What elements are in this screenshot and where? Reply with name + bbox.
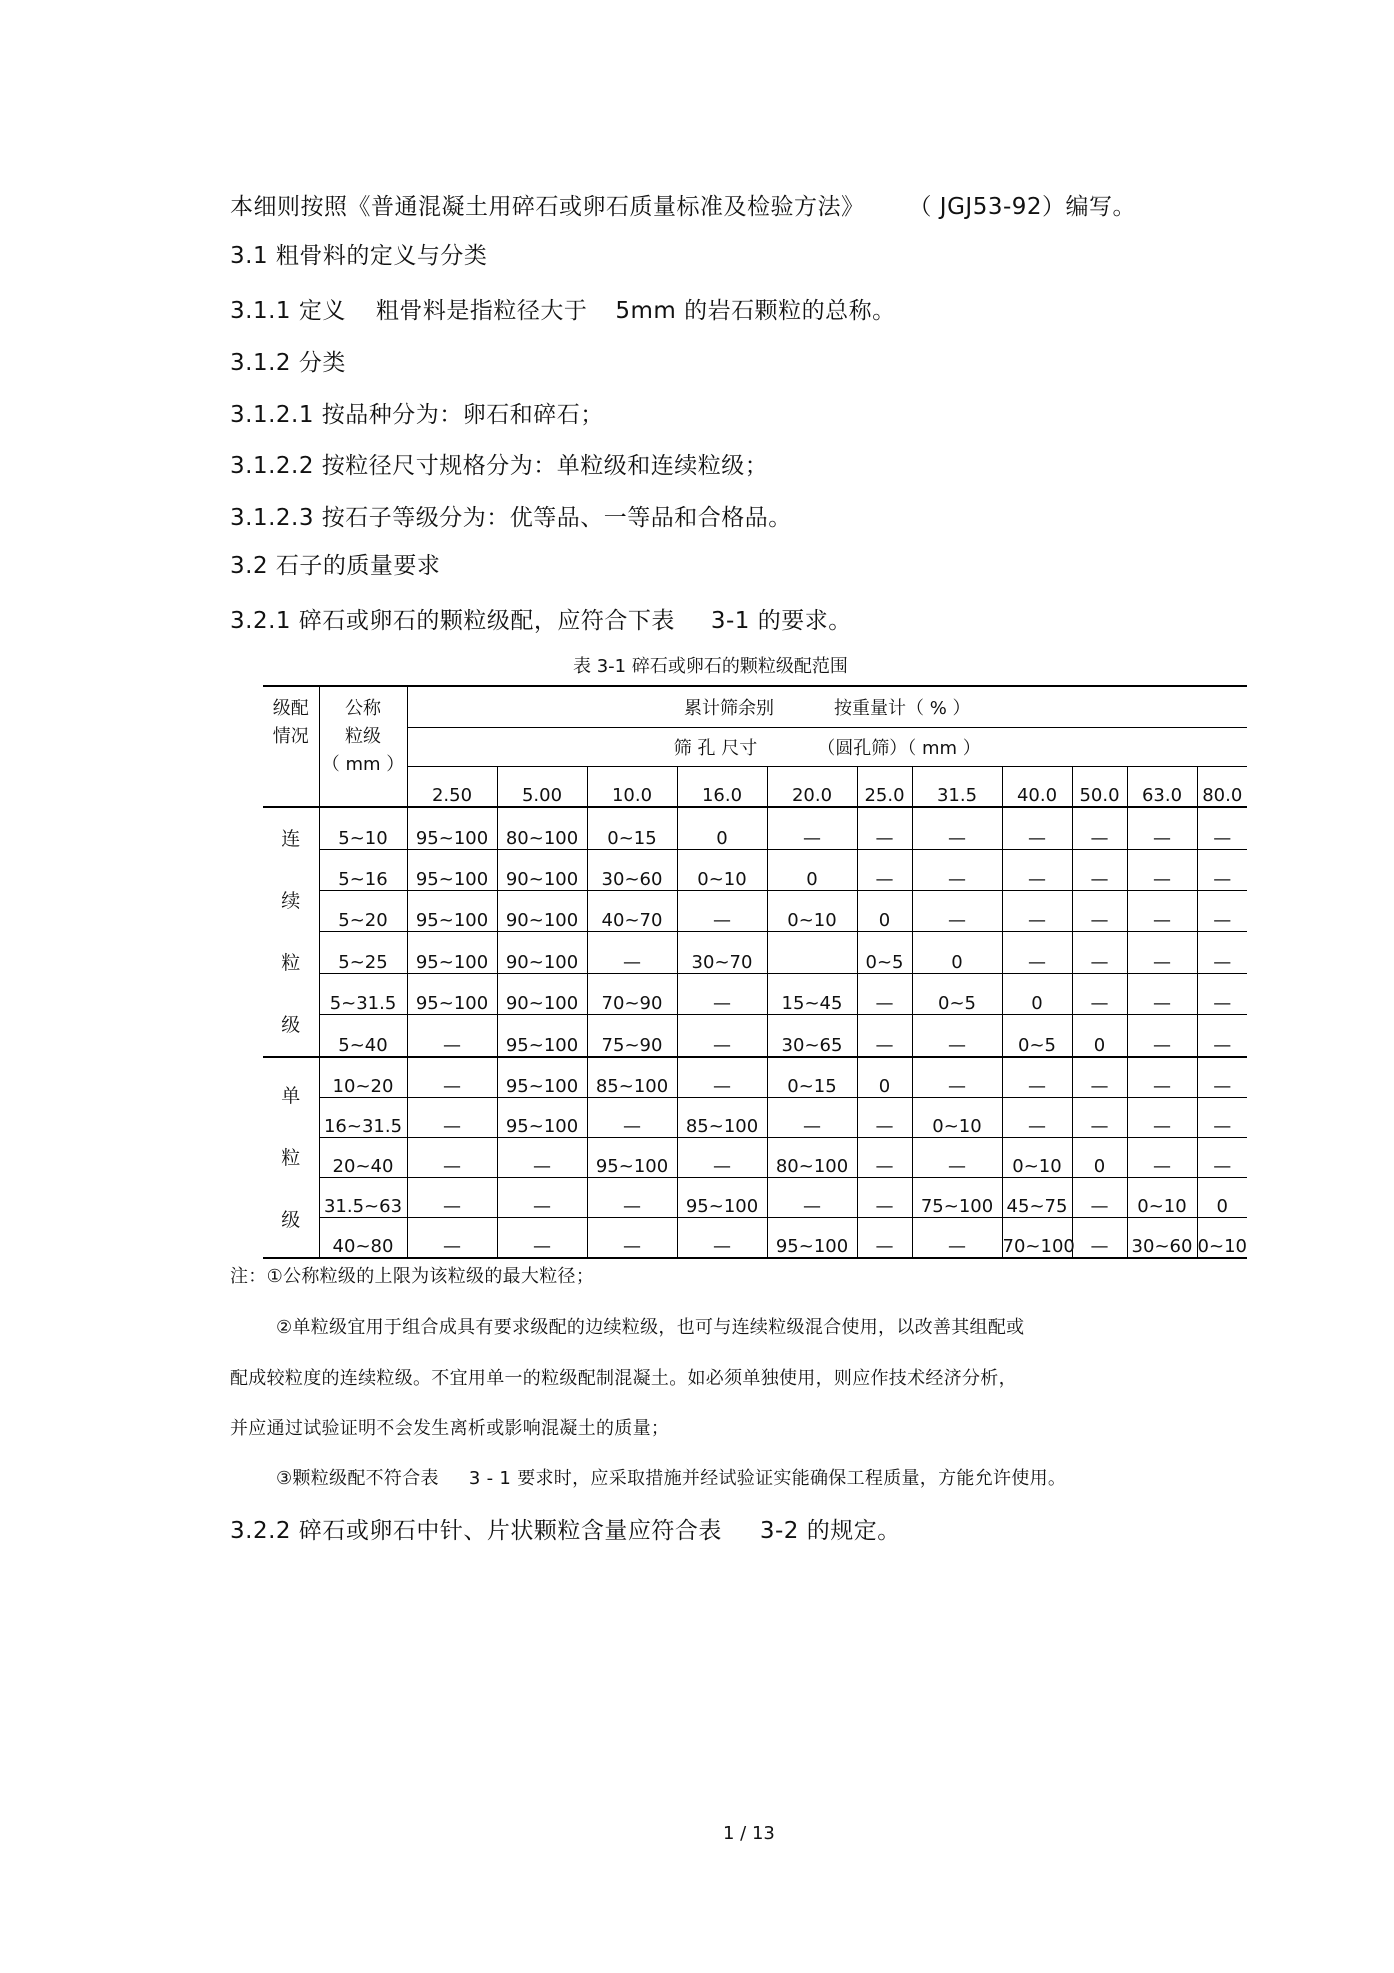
para-3-1-1 (230, 292, 896, 325)
value-cell: — (767, 807, 857, 849)
size-cell: 31.5~63 (319, 1178, 407, 1218)
value-cell: 30~60 (1127, 1218, 1197, 1259)
sieve-header-cell: 25.0 (857, 767, 912, 808)
group-single-char: 级 (281, 1208, 301, 1231)
group-single-char: 粒 (281, 1146, 301, 1169)
value-cell: — (1072, 1178, 1127, 1218)
value-cell: — (587, 932, 677, 973)
value-cell: 95~100 (497, 1057, 587, 1098)
value-cell: — (1072, 1218, 1127, 1259)
value-cell: 30~60 (587, 849, 677, 890)
value-cell: — (1127, 849, 1197, 890)
table-row (263, 890, 1247, 931)
value-cell: — (857, 1218, 912, 1259)
value-cell: 75~90 (587, 1015, 677, 1057)
value-cell: 0~10 (912, 1098, 1002, 1138)
para-3-1-1-text-b: 5mm 的岩石颗粒的总称。 (615, 298, 896, 324)
table-row (263, 1218, 1247, 1259)
table-row (263, 1057, 1247, 1098)
value-cell: — (857, 1178, 912, 1218)
note-2: ②单粒级宜用于组合成具有要求级配的边续粒级，也可与连续粒级混合使用，以改善其组配或 (276, 1317, 1025, 1338)
note-3-ref: 3 - 1 要求时，应采取措施并经试验证实能确保工程质量，方能允许使用。 (468, 1468, 1067, 1489)
intro-paragraph (230, 188, 1136, 221)
heading-3-1-2: 3.1.2 分类 (230, 350, 346, 376)
para-3-1-1-label: 3.1.1 定义 (230, 298, 346, 324)
sieve-size-row (263, 767, 1247, 808)
value-cell: 95~100 (497, 1098, 587, 1138)
table-row (263, 932, 1247, 973)
size-cell: 5~40 (319, 1015, 407, 1057)
value-cell: — (1127, 1138, 1197, 1178)
header-cumulative-a: 累计筛余别 (683, 698, 774, 719)
note-1: 注：①公称粒级的上限为该粒级的最大粒径； (230, 1266, 595, 1287)
value-cell: — (1197, 807, 1247, 849)
value-cell: — (497, 1178, 587, 1218)
value-cell: — (1197, 1138, 1247, 1178)
value-cell: 0~10 (767, 890, 857, 931)
value-cell: — (1002, 932, 1072, 973)
group-continuous (263, 807, 319, 1057)
para-3-2-1 (230, 602, 852, 635)
value-cell: 0~10 (1127, 1178, 1197, 1218)
sieve-header-cell: 5.00 (497, 767, 587, 808)
value-cell: — (1197, 890, 1247, 931)
value-cell: 0~5 (1002, 1015, 1072, 1057)
para-3-1-2-3: 3.1.2.3 按石子等级分为：优等品、一等品和合格品。 (230, 505, 792, 531)
sieve-header-cell: 16.0 (677, 767, 767, 808)
heading-3-1: 3.1 粗骨料的定义与分类 (230, 243, 488, 269)
para-3-2-1-ref: 3-1 的要求。 (710, 608, 852, 634)
intro-text: 本细则按照《普通混凝土用碎石或卵石质量标准及检验方法》 (230, 194, 865, 220)
value-cell: 0 (857, 890, 912, 931)
value-cell: 90~100 (497, 890, 587, 931)
value-cell: — (1002, 890, 1072, 931)
size-cell: 10~20 (319, 1057, 407, 1098)
value-cell: — (912, 890, 1002, 931)
value-cell: 70~100 (1002, 1218, 1072, 1259)
para-3-1-2-2: 3.1.2.2 按粒径尺寸规格分为：单粒级和连续粒级； (230, 453, 769, 479)
value-cell: 95~100 (407, 932, 497, 973)
value-cell: — (1127, 1098, 1197, 1138)
para-3-1-1-text: 粗骨料是指粒径大于 (375, 298, 588, 324)
value-cell: — (407, 1218, 497, 1259)
size-cell: 5~31.5 (319, 973, 407, 1014)
value-cell: — (1197, 932, 1247, 973)
value-cell: — (857, 807, 912, 849)
value-cell: 0 (857, 1057, 912, 1098)
sieve-header-cell: 40.0 (1002, 767, 1072, 808)
value-cell: — (407, 1178, 497, 1218)
value-cell: 0~10 (677, 849, 767, 890)
para-3-2-2 (230, 1512, 901, 1545)
value-cell: 95~100 (677, 1178, 767, 1218)
value-cell: 85~100 (677, 1098, 767, 1138)
value-cell: — (912, 1218, 1002, 1259)
value-cell: — (1127, 1057, 1197, 1098)
value-cell: 95~100 (587, 1138, 677, 1178)
value-cell: — (587, 1098, 677, 1138)
value-cell: 95~100 (497, 1015, 587, 1057)
value-cell: — (497, 1138, 587, 1178)
value-cell: 95~100 (407, 973, 497, 1014)
value-cell: — (912, 1138, 1002, 1178)
value-cell: — (912, 849, 1002, 890)
value-cell: 90~100 (497, 849, 587, 890)
group-continuous-char: 连 (281, 828, 301, 850)
para-3-2-2-ref: 3-2 的规定。 (759, 1518, 901, 1544)
table-subheader-row (263, 728, 1247, 767)
value-cell: 30~70 (677, 932, 767, 973)
table-row (263, 1015, 1247, 1057)
value-cell: — (407, 1138, 497, 1178)
group-continuous-char: 续 (281, 890, 301, 912)
table-header-row (263, 686, 1247, 728)
value-cell: — (407, 1057, 497, 1098)
size-cell: 5~10 (319, 807, 407, 849)
table-row (263, 973, 1247, 1014)
value-cell: — (677, 1138, 767, 1178)
value-cell: — (1002, 1098, 1072, 1138)
value-cell: 0 (1002, 973, 1072, 1014)
value-cell: — (1127, 890, 1197, 931)
note-3 (276, 1464, 1066, 1490)
value-cell: — (1197, 1015, 1247, 1057)
value-cell: 15~45 (767, 973, 857, 1014)
size-cell: 5~16 (319, 849, 407, 890)
value-cell: 0~15 (587, 807, 677, 849)
value-cell: — (857, 1098, 912, 1138)
value-cell: 95~100 (407, 890, 497, 931)
para-3-2-2-text: 3.2.2 碎石或卵石中针、片状颗粒含量应符合表 (230, 1518, 722, 1544)
value-cell: — (1197, 849, 1247, 890)
size-cell: 40~80 (319, 1218, 407, 1259)
value-cell: — (1197, 1098, 1247, 1138)
header-grade: 级配 情况 (263, 686, 319, 807)
value-cell: — (1127, 973, 1197, 1014)
value-cell: — (407, 1098, 497, 1138)
note-2c: 并应通过试验证明不会发生离析或影响混凝土的质量； (230, 1418, 670, 1439)
value-cell: — (677, 1218, 767, 1259)
value-cell: — (1072, 973, 1127, 1014)
value-cell: — (1072, 890, 1127, 931)
value-cell: 0 (1197, 1178, 1247, 1218)
value-cell: 85~100 (587, 1057, 677, 1098)
value-cell: 90~100 (497, 932, 587, 973)
value-cell: — (1002, 849, 1072, 890)
value-cell: — (677, 1057, 767, 1098)
size-cell: 5~20 (319, 890, 407, 931)
table-row (263, 807, 1247, 849)
header-cumulative (407, 686, 1247, 728)
value-cell: — (912, 1015, 1002, 1057)
size-cell: 20~40 (319, 1138, 407, 1178)
value-cell (767, 932, 857, 973)
table-row (263, 1178, 1247, 1218)
value-cell: 80~100 (497, 807, 587, 849)
value-cell: — (1072, 849, 1127, 890)
note-2b: 配成较粒度的连续粒级。不宜用单一的粒级配制混凝土。如必须单独使用，则应作技术经济分析， (230, 1368, 1017, 1389)
value-cell: — (1072, 1057, 1127, 1098)
value-cell: 70~90 (587, 973, 677, 1014)
value-cell: — (677, 890, 767, 931)
value-cell: 30~65 (767, 1015, 857, 1057)
value-cell: 0 (677, 807, 767, 849)
value-cell: 0~5 (857, 932, 912, 973)
value-cell: — (1127, 932, 1197, 973)
value-cell: 40~70 (587, 890, 677, 931)
value-cell: — (857, 1015, 912, 1057)
header-cumulative-b: 按重量计（ % ） (833, 698, 971, 719)
grading-table (263, 685, 1247, 1259)
sieve-header-cell: 20.0 (767, 767, 857, 808)
header-size: 公称 粒级 （ mm ） (319, 686, 407, 807)
value-cell: 45~75 (1002, 1178, 1072, 1218)
value-cell: — (857, 973, 912, 1014)
para-3-1-2-1: 3.1.2.1 按品种分为：卵石和碎石； (230, 402, 604, 428)
intro-standard: （ JGJ53-92）编写。 (908, 194, 1137, 220)
value-cell: — (1072, 807, 1127, 849)
size-cell: 5~25 (319, 932, 407, 973)
value-cell: 95~100 (767, 1218, 857, 1259)
value-cell: — (1197, 973, 1247, 1014)
sieve-header-cell: 50.0 (1072, 767, 1127, 808)
header-sieve-b: （圆孔筛）（ mm ） (817, 738, 981, 759)
group-single (263, 1057, 319, 1258)
value-cell: 0 (767, 849, 857, 890)
value-cell: — (1127, 807, 1197, 849)
value-cell: — (857, 1138, 912, 1178)
page-number: 1 / 13 (723, 1823, 775, 1844)
value-cell: — (1002, 807, 1072, 849)
value-cell: 0 (912, 932, 1002, 973)
value-cell: — (912, 1057, 1002, 1098)
value-cell: — (1072, 932, 1127, 973)
value-cell: — (677, 973, 767, 1014)
table-caption: 表 3-1 碎石或卵石的颗粒级配范围 (573, 656, 848, 677)
header-sieve-a: 筛 孔 尺寸 (673, 738, 758, 759)
value-cell: — (857, 849, 912, 890)
value-cell: — (767, 1178, 857, 1218)
para-3-2-1-text: 3.2.1 碎石或卵石的颗粒级配，应符合下表 (230, 608, 675, 634)
value-cell: — (1197, 1057, 1247, 1098)
value-cell: — (1127, 1015, 1197, 1057)
table-row (263, 1098, 1247, 1138)
group-continuous-char: 级 (281, 1014, 301, 1036)
value-cell: 95~100 (407, 849, 497, 890)
value-cell: 90~100 (497, 973, 587, 1014)
value-cell: 0~5 (912, 973, 1002, 1014)
group-single-char: 单 (281, 1084, 301, 1107)
value-cell: — (912, 807, 1002, 849)
sieve-header-cell: 31.5 (912, 767, 1002, 808)
sieve-header-cell: 63.0 (1127, 767, 1197, 808)
size-cell: 16~31.5 (319, 1098, 407, 1138)
table-row (263, 1138, 1247, 1178)
value-cell: 0 (1072, 1138, 1127, 1178)
group-continuous-char: 粒 (281, 952, 301, 974)
sieve-header-cell: 80.0 (1197, 767, 1247, 808)
value-cell: 0~10 (1002, 1138, 1072, 1178)
heading-3-2: 3.2 石子的质量要求 (230, 553, 441, 579)
table-row (263, 849, 1247, 890)
value-cell: 75~100 (912, 1178, 1002, 1218)
value-cell: — (1072, 1098, 1127, 1138)
value-cell: 0~15 (767, 1057, 857, 1098)
value-cell: — (407, 1015, 497, 1057)
value-cell: 0~10 (1197, 1218, 1247, 1259)
value-cell: 95~100 (407, 807, 497, 849)
value-cell: 0 (1072, 1015, 1127, 1057)
note-3-text: ③颗粒级配不符合表 (276, 1468, 439, 1489)
value-cell: — (497, 1218, 587, 1259)
value-cell: — (587, 1178, 677, 1218)
header-sieve (407, 728, 1247, 767)
value-cell: — (767, 1098, 857, 1138)
value-cell: — (1002, 1057, 1072, 1098)
value-cell: — (587, 1218, 677, 1259)
value-cell: — (677, 1015, 767, 1057)
sieve-header-cell: 10.0 (587, 767, 677, 808)
sieve-header-cell: 2.50 (407, 767, 497, 808)
value-cell: 80~100 (767, 1138, 857, 1178)
